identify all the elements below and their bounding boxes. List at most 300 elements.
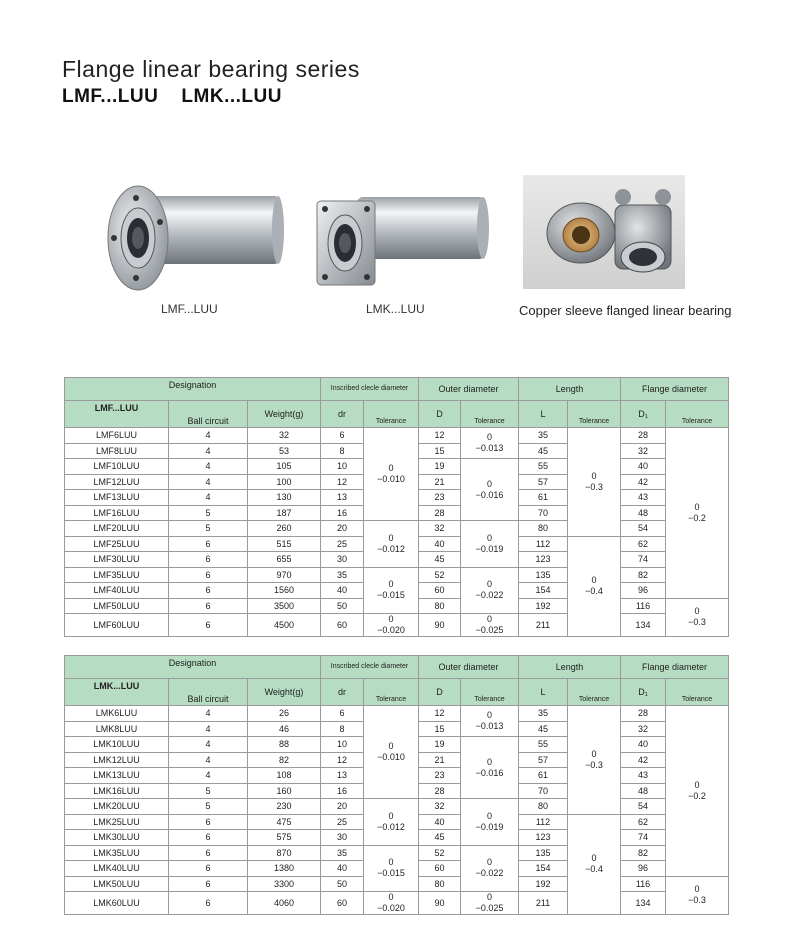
tolerance-lower: −0.013 [475, 443, 504, 453]
dr-tolerance-cell [364, 428, 419, 521]
dr-tolerance-header: Tolerance [364, 401, 419, 428]
tolerance-lower: −0.022 [475, 868, 504, 879]
d-tolerance-header: Tolerance [461, 401, 519, 428]
d1-cell: 48 [621, 505, 666, 521]
l-header: L [519, 679, 568, 706]
tolerance-lower: −0.3 [585, 481, 603, 492]
dr-cell: 35 [321, 567, 364, 583]
tolerance-upper: 0 [487, 478, 493, 489]
d1-cell: 62 [621, 536, 666, 552]
l-cell: 80 [519, 521, 568, 537]
weight-cell: 108 [248, 768, 321, 784]
d-cell: 23 [419, 490, 461, 506]
d-cell: 40 [419, 814, 461, 830]
table-row [65, 521, 729, 537]
weight-cell: 82 [248, 752, 321, 768]
dr-cell: 25 [321, 814, 364, 830]
model-cell: LMF50LUU [65, 598, 169, 614]
tolerance-lower: −0.3 [585, 759, 603, 770]
tolerance-lower: −0.025 [475, 903, 504, 913]
dr-cell: 35 [321, 845, 364, 861]
d-tolerance-cell [461, 845, 519, 892]
tolerance-upper: 0 [487, 756, 493, 767]
lmk-caption: LMK...LUU [366, 302, 425, 316]
tolerance-upper: 0 [388, 810, 394, 821]
d-tolerance-cell [461, 459, 519, 521]
l-cell: 61 [519, 490, 568, 506]
tolerance-lower: −0.019 [475, 543, 504, 554]
weight-header: Weight(g) [248, 679, 321, 706]
tolerance-upper: 0 [388, 892, 394, 902]
designation-header: Designation [65, 378, 321, 401]
tolerance-upper: 0 [591, 470, 597, 481]
model-cell: LMK35LUU [65, 845, 169, 861]
tolerance-lower: −0.3 [688, 617, 706, 628]
model-cell: LMK25LUU [65, 814, 169, 830]
l-cell: 192 [519, 598, 568, 614]
d1-header: D₁ [621, 679, 666, 706]
model-cell: LMK40LUU [65, 861, 169, 877]
tolerance-upper: 0 [591, 748, 597, 759]
d-cell: 21 [419, 752, 461, 768]
model-cell: LMF16LUU [65, 505, 169, 521]
d-cell: 15 [419, 443, 461, 459]
model-cell: LMF60LUU [65, 614, 169, 637]
d1-cell: 134 [621, 614, 666, 637]
l-cell: 70 [519, 783, 568, 799]
tolerance-upper: 0 [388, 463, 394, 473]
d1-cell: 28 [621, 706, 666, 722]
d1-cell: 32 [621, 721, 666, 737]
tolerance-upper: 0 [487, 810, 493, 821]
d-cell: 12 [419, 706, 461, 722]
lmf-spec-table [64, 377, 729, 637]
d-tolerance-cell [461, 614, 519, 637]
d-cell: 23 [419, 768, 461, 784]
d1-cell: 43 [621, 768, 666, 784]
weight-cell: 1380 [248, 861, 321, 877]
tolerance-upper: 0 [694, 501, 700, 512]
ball-circuit-cell: 6 [169, 552, 248, 568]
tolerance-lower: −0.020 [377, 625, 405, 635]
ball-circuit-cell: 4 [169, 737, 248, 753]
table-row [65, 428, 729, 444]
copper-caption: Copper sleeve flanged linear bearing [519, 303, 732, 318]
tolerance-lower: −0.022 [475, 590, 504, 601]
model-cell: LMF25LUU [65, 536, 169, 552]
l-header: L [519, 401, 568, 428]
copper-sleeve-photo [523, 175, 685, 289]
model-cell: LMK10LUU [65, 737, 169, 753]
dr-tolerance-cell [364, 614, 419, 637]
model-cell: LMK20LUU [65, 799, 169, 815]
weight-cell: 88 [248, 737, 321, 753]
d1-cell: 40 [621, 737, 666, 753]
d-tolerance-cell [461, 428, 519, 459]
d-cell: 19 [419, 737, 461, 753]
ball-circuit-cell: 6 [169, 861, 248, 877]
d-tolerance-cell [461, 799, 519, 846]
d-cell: 45 [419, 830, 461, 846]
table-row [65, 799, 729, 815]
tolerance-lower: −0.025 [475, 625, 504, 635]
l-cell: 55 [519, 459, 568, 475]
tolerance-lower: −0.019 [475, 821, 504, 832]
tolerance-lower: −0.015 [377, 590, 405, 601]
dr-cell: 12 [321, 752, 364, 768]
weight-cell: 4060 [248, 892, 321, 915]
d1-cell: 116 [621, 598, 666, 614]
ball-circuit-cell: 4 [169, 428, 248, 444]
dr-cell: 40 [321, 861, 364, 877]
model-cell: LMF10LUU [65, 459, 169, 475]
d1-tolerance-header: Tolerance [666, 679, 729, 706]
dr-cell: 25 [321, 536, 364, 552]
l-cell: 57 [519, 474, 568, 490]
d1-cell: 74 [621, 830, 666, 846]
l-cell: 61 [519, 768, 568, 784]
d1-cell: 116 [621, 876, 666, 892]
ball-circuit-cell: 5 [169, 505, 248, 521]
weight-cell: 3300 [248, 876, 321, 892]
ball-circuit-cell: 4 [169, 443, 248, 459]
weight-cell: 32 [248, 428, 321, 444]
dr-cell: 16 [321, 783, 364, 799]
tolerance-lower: −0.3 [688, 895, 706, 906]
weight-cell: 105 [248, 459, 321, 475]
d1-cell: 42 [621, 752, 666, 768]
model-cell: LMK13LUU [65, 768, 169, 784]
l-cell: 211 [519, 892, 568, 915]
ball-circuit-cell: 6 [169, 814, 248, 830]
l-cell: 70 [519, 505, 568, 521]
tolerance-upper: 0 [388, 857, 394, 868]
tolerance-lower: −0.020 [377, 903, 405, 913]
model-cell: LMK60LUU [65, 892, 169, 915]
l-cell: 123 [519, 552, 568, 568]
ball-circuit-cell: 4 [169, 752, 248, 768]
l-cell: 57 [519, 752, 568, 768]
ball-circuit-header: Ball circuit [169, 679, 248, 706]
d-tolerance-cell [461, 567, 519, 614]
flange-header: Flange diameter [621, 656, 729, 679]
l-tolerance-cell [568, 814, 621, 915]
length-header: Length [519, 656, 621, 679]
dr-cell: 40 [321, 583, 364, 599]
d1-cell: 43 [621, 490, 666, 506]
table-row [65, 614, 729, 637]
d-cell: 28 [419, 505, 461, 521]
tolerance-lower: −0.015 [377, 868, 405, 879]
weight-cell: 655 [248, 552, 321, 568]
d1-cell: 48 [621, 783, 666, 799]
l-cell: 112 [519, 814, 568, 830]
dr-cell: 16 [321, 505, 364, 521]
tolerance-lower: −0.016 [475, 767, 504, 778]
ball-circuit-cell: 5 [169, 783, 248, 799]
ball-circuit-cell: 6 [169, 876, 248, 892]
tolerance-upper: 0 [591, 853, 597, 864]
tolerance-upper: 0 [487, 857, 493, 868]
d-cell: 52 [419, 567, 461, 583]
weight-cell: 870 [248, 845, 321, 861]
l-tolerance-header: Tolerance [568, 401, 621, 428]
tolerance-lower: −0.4 [585, 586, 603, 597]
tolerance-upper: 0 [591, 575, 597, 586]
model-cell: LMK8LUU [65, 721, 169, 737]
dr-tolerance-cell [364, 706, 419, 799]
ball-circuit-cell: 4 [169, 706, 248, 722]
ball-circuit-cell: 6 [169, 892, 248, 915]
tolerance-upper: 0 [694, 884, 700, 895]
l-cell: 45 [519, 443, 568, 459]
d1-cell: 82 [621, 845, 666, 861]
d1-cell: 62 [621, 814, 666, 830]
l-cell: 135 [519, 845, 568, 861]
d1-cell: 54 [621, 799, 666, 815]
tolerance-upper: 0 [487, 614, 493, 624]
outer-header: Outer diameter [419, 656, 519, 679]
dr-cell: 8 [321, 721, 364, 737]
outer-header: Outer diameter [419, 378, 519, 401]
l-cell: 192 [519, 876, 568, 892]
d-cell: 19 [419, 459, 461, 475]
ball-circuit-cell: 5 [169, 799, 248, 815]
ball-circuit-cell: 4 [169, 490, 248, 506]
l-tolerance-cell [568, 428, 621, 537]
tolerance-upper: 0 [487, 710, 493, 720]
d-cell: 90 [419, 892, 461, 915]
table-row [65, 892, 729, 915]
dr-tolerance-cell [364, 845, 419, 892]
l-tolerance-cell [568, 706, 621, 815]
dr-tolerance-header: Tolerance [364, 679, 419, 706]
inscribed-header: Inscribed clecle diameter [321, 656, 419, 679]
d-cell: 28 [419, 783, 461, 799]
d-cell: 80 [419, 598, 461, 614]
dr-tolerance-cell [364, 892, 419, 915]
ball-circuit-cell: 4 [169, 474, 248, 490]
weight-cell: 3500 [248, 598, 321, 614]
tolerance-upper: 0 [694, 606, 700, 617]
dr-header: dr [321, 679, 364, 706]
d-tolerance-cell [461, 892, 519, 915]
l-cell: 55 [519, 737, 568, 753]
dr-cell: 6 [321, 428, 364, 444]
d-cell: 90 [419, 614, 461, 637]
d-cell: 52 [419, 845, 461, 861]
lmk-spec-table [64, 655, 729, 915]
weight-cell: 4500 [248, 614, 321, 637]
dr-cell: 12 [321, 474, 364, 490]
ball-circuit-cell: 6 [169, 536, 248, 552]
model-cell: LMF13LUU [65, 490, 169, 506]
model-cell: LMF35LUU [65, 567, 169, 583]
d1-tolerance-cell [666, 706, 729, 877]
tolerance-lower: −0.010 [377, 752, 405, 762]
d-header: D [419, 401, 461, 428]
l-cell: 154 [519, 583, 568, 599]
d1-cell: 82 [621, 567, 666, 583]
d1-tolerance-header: Tolerance [666, 401, 729, 428]
weight-cell: 475 [248, 814, 321, 830]
l-cell: 211 [519, 614, 568, 637]
ball-circuit-cell: 6 [169, 567, 248, 583]
d-cell: 60 [419, 861, 461, 877]
tolerance-upper: 0 [694, 779, 700, 790]
weight-cell: 575 [248, 830, 321, 846]
l-cell: 154 [519, 861, 568, 877]
d-cell: 40 [419, 536, 461, 552]
d-tolerance-cell [461, 737, 519, 799]
d1-cell: 74 [621, 552, 666, 568]
dr-cell: 13 [321, 768, 364, 784]
dr-cell: 8 [321, 443, 364, 459]
dr-cell: 30 [321, 552, 364, 568]
ball-circuit-header: Ball circuit [169, 401, 248, 428]
model-cell: LMK16LUU [65, 783, 169, 799]
d-tolerance-header: Tolerance [461, 679, 519, 706]
dr-cell: 60 [321, 614, 364, 637]
ball-circuit-cell: 4 [169, 721, 248, 737]
weight-cell: 26 [248, 706, 321, 722]
d-cell: 45 [419, 552, 461, 568]
model-cell: LMF6LUU [65, 428, 169, 444]
dr-cell: 6 [321, 706, 364, 722]
model-cell: LMF20LUU [65, 521, 169, 537]
ball-circuit-cell: 6 [169, 583, 248, 599]
l-cell: 35 [519, 428, 568, 444]
d1-cell: 96 [621, 583, 666, 599]
dr-tolerance-cell [364, 567, 419, 614]
designation-header: Designation [65, 656, 321, 679]
model-cell: LMF12LUU [65, 474, 169, 490]
l-tolerance-header: Tolerance [568, 679, 621, 706]
tolerance-upper: 0 [388, 741, 394, 751]
dr-tolerance-cell [364, 521, 419, 568]
d-cell: 12 [419, 428, 461, 444]
dr-cell: 30 [321, 830, 364, 846]
d-cell: 32 [419, 521, 461, 537]
tolerance-upper: 0 [388, 614, 394, 624]
d-tolerance-cell [461, 521, 519, 568]
d1-tolerance-cell [666, 876, 729, 915]
weight-cell: 970 [248, 567, 321, 583]
l-cell: 80 [519, 799, 568, 815]
d1-cell: 28 [621, 428, 666, 444]
page-subtitle: LMF...LUU LMK...LUU [62, 86, 282, 107]
ball-circuit-cell: 4 [169, 459, 248, 475]
tolerance-lower: −0.012 [377, 543, 405, 554]
d1-cell: 54 [621, 521, 666, 537]
table-row [65, 567, 729, 583]
model-cell: LMF30LUU [65, 552, 169, 568]
weight-cell: 260 [248, 521, 321, 537]
tolerance-lower: −0.012 [377, 821, 405, 832]
weight-cell: 187 [248, 505, 321, 521]
d1-tolerance-cell [666, 598, 729, 637]
d-cell: 32 [419, 799, 461, 815]
model-cell: LMK6LUU [65, 706, 169, 722]
dr-cell: 50 [321, 598, 364, 614]
d-cell: 80 [419, 876, 461, 892]
ball-circuit-cell: 6 [169, 830, 248, 846]
dr-cell: 10 [321, 459, 364, 475]
weight-cell: 515 [248, 536, 321, 552]
ball-circuit-cell: 6 [169, 614, 248, 637]
tolerance-lower: −0.2 [688, 790, 706, 801]
d1-cell: 40 [621, 459, 666, 475]
tolerance-lower: −0.013 [475, 721, 504, 731]
l-tolerance-cell [568, 536, 621, 637]
lmf-bearing-image [100, 182, 290, 297]
lmf-caption: LMF...LUU [161, 302, 218, 316]
l-cell: 45 [519, 721, 568, 737]
tolerance-upper: 0 [487, 532, 493, 543]
ball-circuit-cell: 4 [169, 768, 248, 784]
model-cell: LMF8LUU [65, 443, 169, 459]
dr-cell: 13 [321, 490, 364, 506]
ball-circuit-cell: 5 [169, 521, 248, 537]
weight-cell: 160 [248, 783, 321, 799]
flange-header: Flange diameter [621, 378, 729, 401]
d-tolerance-cell [461, 706, 519, 737]
l-cell: 135 [519, 567, 568, 583]
dr-tolerance-cell [364, 799, 419, 846]
weight-cell: 230 [248, 799, 321, 815]
tolerance-upper: 0 [487, 892, 493, 902]
dr-header: dr [321, 401, 364, 428]
tolerance-upper: 0 [388, 579, 394, 590]
model-cell: LMK12LUU [65, 752, 169, 768]
lmk-bearing-image [313, 185, 493, 295]
page-title: Flange linear bearing series [62, 56, 360, 82]
ball-circuit-cell: 6 [169, 845, 248, 861]
weight-cell: 46 [248, 721, 321, 737]
tolerance-lower: −0.4 [585, 864, 603, 875]
dr-cell: 20 [321, 799, 364, 815]
weight-cell: 100 [248, 474, 321, 490]
d1-tolerance-cell [666, 428, 729, 599]
weight-cell: 1560 [248, 583, 321, 599]
dr-cell: 10 [321, 737, 364, 753]
l-cell: 35 [519, 706, 568, 722]
inscribed-header: Inscribed clecle diameter [321, 378, 419, 401]
tolerance-upper: 0 [487, 579, 493, 590]
d1-cell: 134 [621, 892, 666, 915]
d1-cell: 32 [621, 443, 666, 459]
d1-cell: 96 [621, 861, 666, 877]
model-cell: LMK30LUU [65, 830, 169, 846]
dr-cell: 50 [321, 876, 364, 892]
dr-cell: 60 [321, 892, 364, 915]
series-label: LMK...LUU [65, 679, 169, 706]
d-cell: 15 [419, 721, 461, 737]
tolerance-lower: −0.010 [377, 474, 405, 484]
table-row [65, 845, 729, 861]
weight-cell: 130 [248, 490, 321, 506]
l-cell: 123 [519, 830, 568, 846]
l-cell: 112 [519, 536, 568, 552]
model-cell: LMF40LUU [65, 583, 169, 599]
weight-header: Weight(g) [248, 401, 321, 428]
table-row [65, 706, 729, 722]
tolerance-lower: −0.2 [688, 512, 706, 523]
tolerance-lower: −0.016 [475, 489, 504, 500]
tolerance-upper: 0 [487, 432, 493, 442]
length-header: Length [519, 378, 621, 401]
dr-cell: 20 [321, 521, 364, 537]
